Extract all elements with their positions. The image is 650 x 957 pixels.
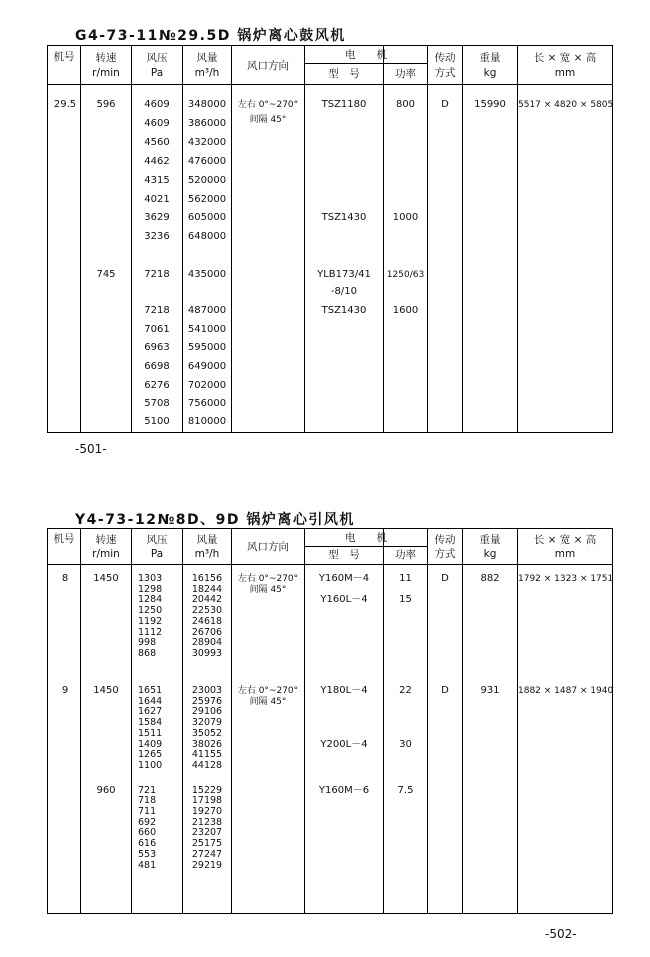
pressure-cell: 3236 bbox=[144, 231, 170, 242]
dimensions: 1792 × 1323 × 1751 bbox=[518, 574, 614, 584]
header-direction: 风口方向 bbox=[247, 60, 289, 72]
header-weight-unit: kg bbox=[483, 548, 497, 560]
dimensions: 1882 × 1487 × 1940 bbox=[518, 686, 614, 696]
header-direction: 风口方向 bbox=[247, 541, 289, 553]
flow-cell: 35052 bbox=[191, 727, 223, 739]
motor-model-cell: Y160M－4 bbox=[318, 573, 370, 584]
motor-model-cell: TSZ1180 bbox=[321, 99, 367, 110]
header-weight-unit: kg bbox=[483, 67, 497, 79]
flow-cell: 23207 bbox=[191, 827, 223, 839]
pressure-cell: 4609 bbox=[144, 99, 170, 110]
pressure-cell: 868 bbox=[138, 647, 157, 659]
flow-cell: 29106 bbox=[191, 706, 223, 718]
pressure-cell: 6276 bbox=[144, 380, 170, 391]
pressure-cell: 1409 bbox=[138, 738, 163, 750]
header-motor-power: 功率 bbox=[395, 68, 416, 80]
flow-cell: 30993 bbox=[191, 647, 223, 659]
pressure-cell: 3629 bbox=[144, 212, 170, 223]
header-flow-unit: m³/h bbox=[194, 67, 220, 79]
header-weight: 重量 bbox=[479, 52, 501, 64]
pressure-cell: 721 bbox=[138, 784, 157, 796]
flow-cell: 23003 bbox=[191, 685, 223, 696]
flow-cell: 19270 bbox=[191, 806, 223, 817]
header-dims-unit: mm bbox=[554, 548, 576, 560]
flow-cell: 648000 bbox=[187, 231, 227, 242]
header-motor-model: 型 号 bbox=[328, 68, 360, 80]
pressure-cell: 6963 bbox=[144, 342, 170, 353]
header-speed: 转速 bbox=[95, 534, 117, 546]
section2-title: Y4-73-12№8D、9D 锅炉离心引风机 bbox=[75, 512, 355, 528]
motor-model-cell: Y160M－6 bbox=[318, 784, 370, 796]
pressure-cell: 1303 bbox=[138, 573, 163, 584]
model-no: 29.5 bbox=[53, 99, 77, 110]
header-model-no: 机号 bbox=[53, 533, 75, 545]
pressure-cell: 718 bbox=[138, 795, 157, 807]
pressure-cell: 1265 bbox=[138, 749, 163, 761]
pressure-cell: 5100 bbox=[144, 416, 170, 427]
pressure-cell: 998 bbox=[138, 637, 157, 649]
dimensions: 5517 × 4820 × 5805 bbox=[518, 100, 614, 110]
motor-model-cell: TSZ1430 bbox=[321, 305, 367, 316]
flow-cell: 24618 bbox=[191, 615, 223, 627]
header-speed-unit: r/min bbox=[92, 67, 120, 79]
header-dims: 长 × 宽 × 高 bbox=[533, 52, 597, 64]
flow-cell: 21238 bbox=[191, 816, 223, 828]
direction-line1: 左右 0°~270° bbox=[237, 686, 299, 696]
motor-power-cell: 7.5 bbox=[397, 784, 414, 796]
flow-cell: 476000 bbox=[187, 156, 227, 167]
flow-cell: 41155 bbox=[191, 749, 223, 761]
flow-cell: 25976 bbox=[191, 695, 223, 707]
flow-cell: 26706 bbox=[191, 626, 223, 638]
pressure-cell: 616 bbox=[138, 838, 157, 850]
section1-title: G4-73-11№29.5D 锅炉离心鼓风机 bbox=[75, 28, 346, 44]
flow-cell: 22530 bbox=[191, 605, 223, 617]
pressure-cell: 1192 bbox=[138, 615, 163, 627]
flow-cell: 17198 bbox=[191, 795, 223, 807]
flow-cell: 541000 bbox=[187, 324, 227, 335]
flow-cell: 520000 bbox=[187, 175, 227, 186]
pressure-cell: 481 bbox=[138, 859, 157, 871]
pressure-cell: 1651 bbox=[138, 685, 163, 696]
page-number-501: -501- bbox=[75, 442, 107, 456]
pressure-cell: 6698 bbox=[144, 361, 170, 372]
header-motor: 电 机 bbox=[345, 49, 387, 61]
pressure-cell: 4021 bbox=[144, 194, 170, 205]
flow-cell: 435000 bbox=[187, 269, 227, 280]
direction-line1: 左右 0°~270° bbox=[237, 100, 299, 110]
motor-model-cell-2: -8/10 bbox=[330, 286, 358, 297]
pressure-cell: 7218 bbox=[144, 305, 170, 316]
flow-cell: 605000 bbox=[187, 212, 227, 223]
weight: 931 bbox=[480, 685, 500, 696]
pressure-cell: 1511 bbox=[138, 727, 163, 739]
pressure-cell: 1250 bbox=[138, 605, 163, 617]
pressure-cell: 4560 bbox=[144, 137, 170, 148]
pressure-cell: 1284 bbox=[138, 594, 163, 606]
flow-cell: 756000 bbox=[187, 398, 227, 409]
motor-power-cell: 800 bbox=[395, 99, 416, 110]
page-number-502: -502- bbox=[545, 927, 577, 941]
pressure-cell: 1584 bbox=[138, 717, 163, 729]
speed-cell: 596 bbox=[96, 99, 116, 110]
header-model-no: 机号 bbox=[53, 51, 75, 63]
flow-cell: 25175 bbox=[191, 838, 223, 850]
motor-power-cell: 15 bbox=[399, 594, 412, 606]
direction-line2: 间隔 45° bbox=[249, 697, 287, 707]
motor-power-cell: 1250/63 bbox=[386, 270, 425, 280]
flow-cell: 348000 bbox=[187, 99, 227, 110]
speed-cell: 960 bbox=[96, 784, 116, 796]
section1-table bbox=[47, 45, 613, 433]
header-flow: 风量 bbox=[196, 52, 218, 64]
flow-cell: 386000 bbox=[187, 118, 227, 129]
speed-cell: 1450 bbox=[93, 685, 119, 696]
header-pressure-unit: Pa bbox=[150, 548, 164, 560]
header-drive: 传动 bbox=[434, 52, 456, 64]
motor-power-cell: 22 bbox=[399, 685, 412, 696]
pressure-cell: 660 bbox=[138, 827, 157, 839]
flow-cell: 432000 bbox=[187, 137, 227, 148]
pressure-cell: 1644 bbox=[138, 695, 163, 707]
header-dims: 长 × 宽 × 高 bbox=[533, 534, 597, 546]
weight: 882 bbox=[480, 573, 500, 584]
header-drive-2: 方式 bbox=[434, 548, 456, 560]
pressure-cell: 7061 bbox=[144, 324, 170, 335]
pressure-cell: 553 bbox=[138, 848, 157, 860]
model-no: 9 bbox=[61, 685, 69, 696]
motor-model-cell: YLB173/41 bbox=[317, 269, 371, 280]
flow-cell: 27247 bbox=[191, 848, 223, 860]
pressure-cell: 4609 bbox=[144, 118, 170, 129]
motor-model-cell: Y200L－4 bbox=[320, 738, 368, 750]
header-flow: 风量 bbox=[196, 534, 218, 546]
header-flow-unit: m³/h bbox=[194, 548, 220, 560]
pressure-cell: 711 bbox=[138, 806, 157, 817]
flow-cell: 44128 bbox=[191, 759, 223, 771]
header-drive: 传动 bbox=[434, 534, 456, 546]
motor-model-cell: Y180L－4 bbox=[320, 685, 368, 696]
header-motor-power: 功率 bbox=[395, 549, 416, 561]
motor-power-cell: 11 bbox=[399, 573, 412, 584]
header-dims-unit: mm bbox=[554, 67, 576, 79]
flow-cell: 702000 bbox=[187, 380, 227, 391]
speed-cell: 745 bbox=[96, 269, 116, 280]
motor-power-cell: 30 bbox=[399, 738, 412, 750]
flow-cell: 20442 bbox=[191, 594, 223, 606]
drive-type: D bbox=[441, 573, 449, 584]
pressure-cell: 1298 bbox=[138, 583, 163, 595]
drive-type: D bbox=[441, 99, 449, 110]
pressure-cell: 692 bbox=[138, 816, 157, 828]
motor-model-cell: Y160L－4 bbox=[320, 594, 368, 606]
flow-cell: 810000 bbox=[187, 416, 227, 427]
pressure-cell: 1100 bbox=[138, 759, 163, 771]
flow-cell: 29219 bbox=[191, 859, 223, 871]
direction-line2: 间隔 45° bbox=[249, 115, 287, 125]
header-weight: 重量 bbox=[479, 534, 501, 546]
flow-cell: 28904 bbox=[191, 637, 223, 649]
flow-cell: 18244 bbox=[191, 583, 223, 595]
header-drive-2: 方式 bbox=[434, 67, 456, 79]
flow-cell: 487000 bbox=[187, 305, 227, 316]
motor-power-cell: 1000 bbox=[392, 212, 419, 223]
flow-cell: 15229 bbox=[191, 784, 223, 796]
motor-model-cell: TSZ1430 bbox=[321, 212, 367, 223]
pressure-cell: 4462 bbox=[144, 156, 170, 167]
header-speed-unit: r/min bbox=[92, 548, 120, 560]
drive-type: D bbox=[441, 685, 449, 696]
header-pressure: 风压 bbox=[146, 534, 168, 546]
direction-line1: 左右 0°~270° bbox=[237, 574, 299, 584]
pressure-cell: 1112 bbox=[138, 626, 163, 638]
motor-power-cell: 1600 bbox=[392, 305, 419, 316]
header-speed: 转速 bbox=[95, 52, 117, 64]
pressure-cell: 5708 bbox=[144, 398, 170, 409]
flow-cell: 562000 bbox=[187, 194, 227, 205]
flow-cell: 649000 bbox=[187, 361, 227, 372]
flow-cell: 16156 bbox=[191, 573, 223, 584]
header-motor: 电 机 bbox=[345, 532, 387, 544]
direction-line2: 间隔 45° bbox=[249, 585, 287, 595]
pressure-cell: 1627 bbox=[138, 706, 163, 718]
pressure-cell: 4315 bbox=[144, 175, 170, 186]
weight: 15990 bbox=[474, 99, 506, 110]
model-no: 8 bbox=[61, 573, 69, 584]
pressure-cell: 7218 bbox=[144, 269, 170, 280]
section2-table bbox=[47, 528, 613, 914]
flow-cell: 595000 bbox=[187, 342, 227, 353]
header-pressure: 风压 bbox=[146, 52, 168, 64]
flow-cell: 32079 bbox=[191, 717, 223, 729]
flow-cell: 38026 bbox=[191, 738, 223, 750]
speed-cell: 1450 bbox=[93, 573, 119, 584]
header-pressure-unit: Pa bbox=[150, 67, 164, 79]
header-motor-model: 型 号 bbox=[328, 549, 360, 561]
